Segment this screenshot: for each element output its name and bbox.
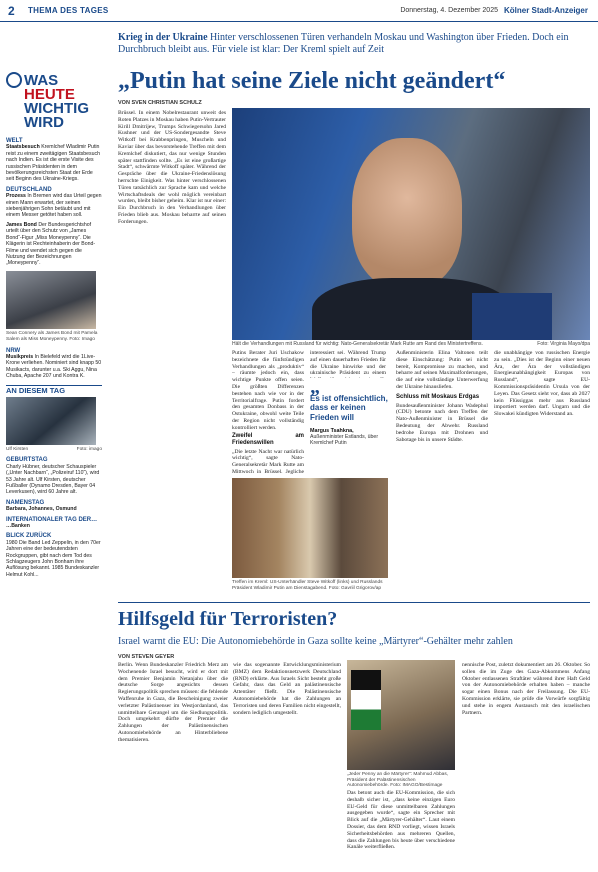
second-article-subhead: Israel warnt die EU: Die Autonomiebehörde in Gaza sollte keine „Märtyrer“-Gehälter mehr zahlen [118, 636, 513, 647]
quote-author-role: Außenminister Estlands, über Kremlchef Putin [310, 434, 379, 447]
second-article-column-2: wie das sogenannte Entwicklungsministerium (BMZ) dem Redaktionsnetzwerk Deutschland (RND) erklärte. Aus Israels Sicht besteht große Gefahr, dass das Geld an palästinensische Attentäter fließt. Die Palästinensische Autonomiebehörde hat die Zahlungen an Terroristen und deren Familien nicht eingestellt, sondern lediglich umgestellt. [233, 662, 341, 716]
main-photo-caption: Hält die Verhandlungen mit Russland für wichtig: Nato-Generalsekretär Mark Rutte am Rand des Ministertreffens. Foto: Virginia Mayo/dpa [232, 341, 590, 347]
kirsten-photo [6, 397, 96, 445]
second-article-headline: Hilfsgeld für Terroristen? [118, 608, 338, 630]
kirsten-photo-caption: Ulf Kirsten Foto: imago [6, 446, 102, 452]
an-diesem-tag-heading: AN DIESEM TAG [6, 385, 102, 394]
quote-author: Margus Tsahkna, [310, 428, 354, 435]
deutschland-heading: DEUTSCHLAND [6, 186, 52, 193]
bond-photo [6, 271, 96, 329]
article-column-1: Brüssel. In einem Nobelrestaurant unweit des Roten Platzes in Moskau haben Putin-Vertrauter Kirill Dmitrijew, Trumps Schwiegersohn Jared Kushner und der US-Sondergesandte Steve Witkoff bei Krabbenpringen, Muscheln und Kaviar über das bevorstehende Treffen mit dem Kremlchef diskutiert, das nur wenige Stunden später stattfinden sollte. „Es ist eine großartige Stadt“, schwärmte Witkoff später. Während der Gespräche über die Ukraine-Friedenslösung herrschte Einigkeit. Was hinter verschlossenen Türen tatsächlich zur Sprache kam und welche Wirtschaftsdeals der wohl möglich vereinbart wurden, bleibt bisher geheim. Klar ist nur einer: Ein Durchbruch in den Verhandlungen über Frieden blieb aus. Moskau beharrte auf seinen Forderungen. [118, 110, 226, 225]
blick-zurueck-text: 1980 Die Band Led Zeppelin, in den 70er Jahren eine der bedeutendsten Rockgruppen, gibt nach dem Tod des Schlagzeugers John Bonham ihre Auflösung bekannt. 1985 Bundeskanzler Helmut Kohl... [6, 539, 101, 578]
article-divider [118, 602, 590, 603]
geburtstag-text: Charly Hübner, deutscher Schauspieler („Unter Nachbarn“, „Polizeiruf 110“), wird 53 Jahre alt. Ulf Kirsten, deutscher Fußballer (Dynamo Dresden, Bayer 04 Leverkusen), wird 60 Jahre alt. [6, 463, 100, 496]
article-column-5: die unabhängige von russischen Energie zu sein. „Dies ist der Beginn einer neuen Ära, der Ära der vollständigen Energieunabhängigkeit Europas von Russland“, sagte EU-Kommissionspräsidentin Ursula von der Leyen. Das Gesetz sieht vor, dass ab 2027 kein Flüssiggas mehr aus Russland importiert werden darf. Ungarn und die Slowakei kündigten Widerstand an. [494, 350, 590, 418]
namenstag-heading: NAMENSTAG [6, 499, 45, 506]
publication-date: Donnerstag, 4. Dezember 2025 [400, 7, 498, 14]
article-column-4: Außenministerin Elina Valtonen teilt diese Einschätzung: Putin sei nicht bereit, Kompromisse zu machen, und beharre auf seinen Maximalforderungen, die auf eine vollständige Unterwerfung der Ukraine hinausliefen. Schluss mit Moskaus Erdgas Bundesaußenminister Johann Wadephul (CDU) betonte nach dem Treffen der Nato-Außenminister in Brüssel die Bedeutung der Abwehr. Russland bedrohe Europa mit Drohnen und Sabotage bis in unsere Städte. [396, 350, 488, 443]
deutschland-text: Prozess In Bremen wird das Urteil gegen einen Mann erwartet, der seinen siebenjährigen Sohn betäubt und mit einem Messer getötet haben soll. [6, 193, 102, 219]
kremlin-photo-caption: Treffen im Kreml: US-Unterhändler Steve Witkoff (links) und Russlands Präsident Wladimir Putin am Dienstagabend. Foto: Gavriil Grigorov/ap [232, 580, 383, 591]
blick-zurueck-heading: BLICK ZURÜCK [6, 533, 52, 540]
welt-text: Staatsbesuch Kremlchef Wladimir Putin reist zu einem zweitägigen Staatsbesuch nach Indien. Es ist die erste Visite des russischen Präsidenten in dem bevölkerungsreichsten Staat der Erde seit Beginn des Ukraine-Kriegs. [6, 144, 101, 183]
sidebar [6, 28, 102, 866]
internationaler-tag-heading: INTERNATIONALER TAG DER… [6, 516, 98, 523]
palestine-flag-icon [351, 670, 381, 730]
article-byline: VON SVEN CHRISTIAN SCHULZ [118, 100, 202, 106]
pull-quote [310, 376, 390, 447]
subheading-erdgas: Schluss mit Moskaus Erdgas [396, 393, 480, 400]
kremlin-meeting-photo [232, 478, 388, 578]
sidebar-title: WAS HEUTE WICHTIG WIRD [24, 72, 89, 131]
internationaler-tag-text: …Banken [6, 523, 30, 530]
page-header [0, 0, 598, 22]
second-article-byline: VON STEVEN GEYER [118, 654, 175, 660]
article-column-2: Putins Berater Juri Uschakow bezeichnete die fünfstündigen Verhandlungen als „produktiv“ – räumte jedoch ein, dass wichtige Punkte offen seien. Die größten Differenzen bestehen nach wie vor in der Territorialfrage. Putin fordert den gesamten Donbass in der Ostukraine, obwohl weite Teile der Region nicht vollständig kontrolliert werden. [232, 350, 304, 431]
section-title: THEMA DES TAGES [28, 6, 109, 15]
page-number: 2 [8, 3, 15, 18]
sidebar-title-accent: HEUTE [24, 86, 75, 103]
article-kicker: Krieg in der Ukraine Hinter verschlossenen Türen verhandeln Moskau und Washington über Frieden. Doch ein Durchbruch bleibt aus. Für viele ist klar: Der Kreml spielt auf Zeit [118, 32, 569, 55]
namenstag-text: Barbara, Johannes, Osmund [6, 506, 77, 513]
newspaper-name: Kölner Stadt-Anzeiger [503, 6, 588, 15]
subheading-friedenswillen: Zweifel am Friedenswillen [232, 433, 304, 446]
geburtstag-heading: GEBURTSTAG [6, 457, 48, 464]
article-column-3-text: interessiert sei. Während Trump auf einen dauerhaften Frieden für die Ukraine hinwirke und der ukrainische Präsident zu einem [310, 350, 386, 377]
quote-text: Es ist offensichtlich, dass er keinen Frieden will [310, 394, 388, 422]
nrw-text: Musikpreis In Bielefeld wird die 1Live-Krone verliehen. Nominiert sind knapp 50 Musikacts, darunter u.a. Ski Aggu, Nina Chuba, Apache 207 und Kontra K. [6, 353, 102, 380]
main-photo-credit: Foto: Virginia Mayo/dpa [537, 341, 590, 347]
bond-photo-caption: Sean Connery als James Bond mit Pamela Salem als Miss Moneypenny. Foto: Imago [6, 330, 98, 343]
article-column-2-lower: Zweifel am Friedenswillen „Die letzte Nacht war natürlich wichtig“, sagte Nato-Generalsekretär Mark Rutte am Mittwoch in Brüssel. Jegliche [232, 433, 304, 475]
nrw-heading: NRW [6, 347, 21, 354]
article-headline: „Putin hat seine Ziele nicht geändert“ [118, 68, 506, 94]
quote-mark-icon: „ [310, 376, 320, 398]
bond-text: James Bond Der Bundesgerichtshof urteilt über den Schutz von „James Bond“-Figur „Miss Moneypenny“. Die Klägerin ist Rechteinhaberin der Bond-Filme und wendet sich gegen die Nutzung der Bezeichnungen „Moneypenny“. [6, 221, 96, 267]
abbas-photo-caption: „Jeder Penny an die Märtyrer“: Mahmud Abbas, Präsident der Palästinensischen Autonomiebehörde. Foto: IMAGO/Bestimage [347, 772, 449, 789]
welt-heading: WELT [6, 138, 23, 144]
logo-icon [6, 72, 22, 88]
abbas-photo [347, 660, 455, 770]
second-article-column-4: nennische Post, zuletzt dokumentiert am 26. Oktober. So sollen die im Zuge des Gaza-Abkommens Anfang Oktober entlassenen Straftäter während ihrer Haft Geld von der Autonomiebehörde erhalten haben – manche sogar einen Bonus nach der Freilassung. Die EU-Kommission erklärte, sie prüfe die Vorwürfe sorgfältig und stehe in engem Austausch mit den israelischen Partnern. [462, 662, 590, 716]
rutte-photo [232, 108, 590, 340]
second-article-column-3: Das betont auch die EU-Kommission, die sich deshalb sicher ist, „dass keine einzigen Euro EU-Geld für diese unmittelbaren Zahlungen ausgegeben wurde“, sagte ein Sprecher mit Blick auf die „Märtyrer-Gehälter“. Laut einem Dossier, das dem RND vorliegt, wissen Israels Sicherheitsbehörden aus mehreren Quellen, dass die Zahlungen bis heute über verschiedene Kanäle weiterfließen. [347, 790, 455, 851]
second-article-column-1: Berlin. Wenn Bundeskanzler Friedrich Merz am Wochenende Israel besucht, wird er dort mit dem Premier Benjamin Netanjahu über die deutsche Sorge angesichts dessen Regierungspolitik sprechen müssen: die fehlende Waffenruhe in Gaza, die Bescheinigung zweier verletzter Palästinenser im Westjordanland, das unmittelbare Gerangel um die Siedlungspolitik. Doch umgekehrt dürfte der Premier die Zahlungen der Palästinensischen Autonomiebehörde an Hinterbliebene thematisieren. [118, 662, 228, 743]
